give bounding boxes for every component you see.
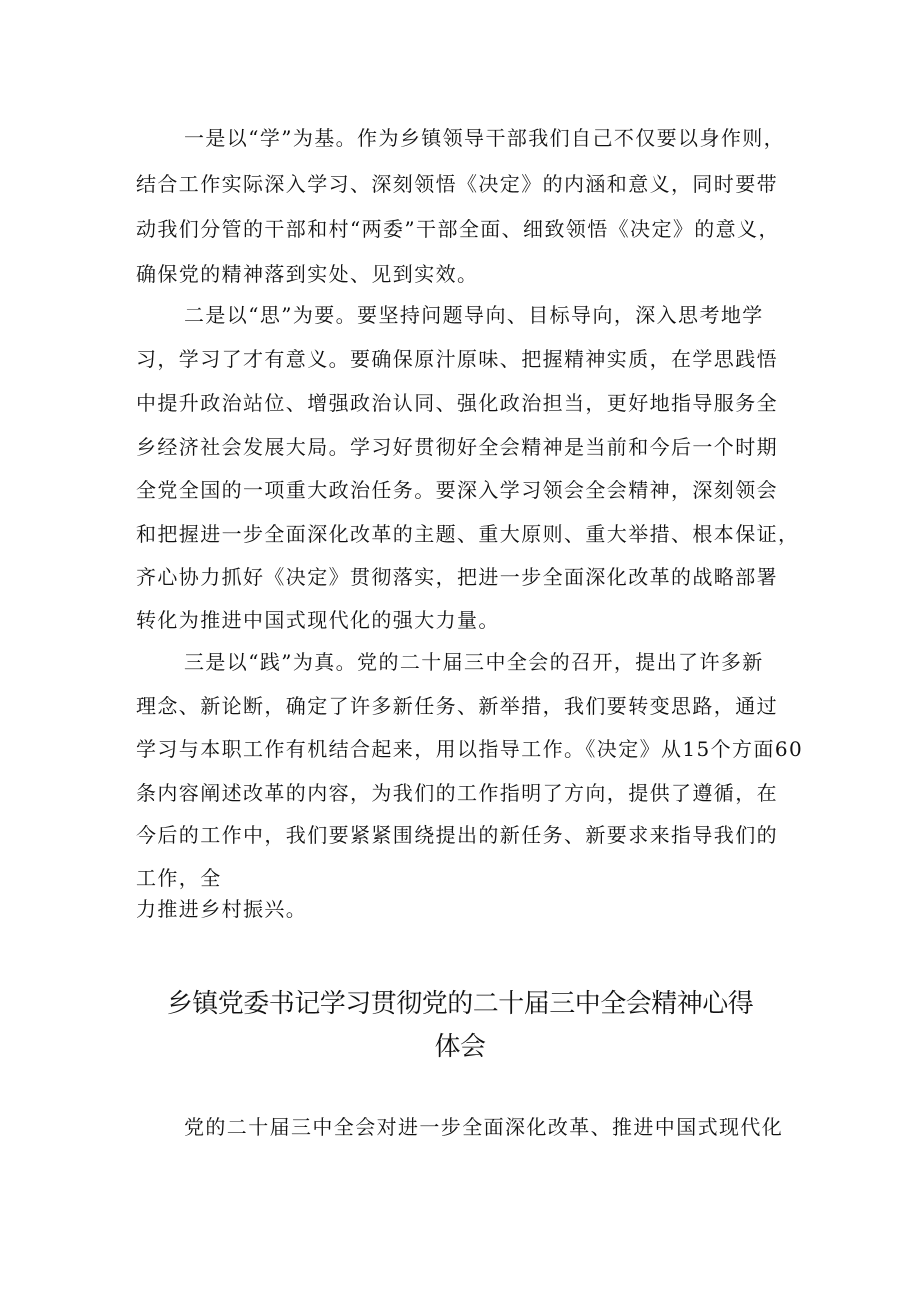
paragraph-3-line-3: 学习与本职工作有机结合起来，用以指导工作。《决定》从15个方面60 — [136, 737, 804, 761]
paragraph-1-line-4: 确保党的精神落到实处、见到实效。 — [136, 262, 479, 286]
section-heading-line-1: 乡镇党委书记学习贯彻党的二十届三中全会精神心得 — [166, 989, 754, 1019]
paragraph-3-line-2: 理念、新论断，确定了许多新任务、新举措，我们要转变思路，通过 — [136, 694, 778, 718]
paragraph-2-line-2: 习，学习了才有意义。要确保原汁原味、把握精神实质，在学思践悟 — [136, 347, 778, 371]
paragraph-1-line-2: 结合工作实际深入学习、深刻领悟《决定》的内涵和意义，同时要带 — [136, 172, 778, 196]
paragraph-3-line-7: 力推进乡村振兴。 — [136, 897, 308, 921]
paragraph-3-line-6: 工作，全 — [136, 866, 222, 890]
paragraph-2-line-3: 中提升政治站位、增强政治认同、强化政治担当，更好地指导服务全 — [136, 391, 778, 415]
paragraph-1-line-1: 一是以“学”为基。作为乡镇领导干部我们自己不仅要以身作则， — [184, 126, 786, 150]
paragraph-4-line-1: 党的二十届三中全会对进一步全面深化改革、推进中国式现代化 — [184, 1115, 784, 1139]
paragraph-2-line-1: 二是以“思”为要。要坚持问题导向、目标导向，深入思考地学 — [184, 303, 764, 327]
paragraph-3-line-4: 条内容阐述改革的内容，为我们的工作指明了方向，提供了遵循，在 — [136, 781, 778, 805]
paragraph-3-line-5: 今后的工作中，我们要紧紧围绕提出的新任务、新要求来指导我们的 — [136, 823, 778, 847]
section-heading-line-2: 体会 — [434, 1032, 486, 1062]
paragraph-1-line-3: 动我们分管的干部和村“两委”干部全面、细致领悟《决定》的意义， — [136, 217, 780, 241]
paragraph-2-line-8: 转化为推进中国式现代化的强大力量。 — [136, 608, 500, 632]
paragraph-2-line-4: 乡经济社会发展大局。学习好贯彻好全会精神是当前和今后一个时期 — [136, 435, 778, 459]
paragraph-2-line-6: 和把握进一步全面深化改革的主题、重大原则、重大举措、根本保证， — [136, 522, 800, 546]
paragraph-3-line-1: 三是以“践”为真。党的二十届三中全会的召开，提出了许多新 — [184, 650, 764, 674]
paragraph-2-line-7: 齐心协力抓好《决定》贯彻落实，把进一步全面深化改革的战略部署 — [136, 565, 778, 589]
paragraph-2-line-5: 全党全国的一项重大政治任务。要深入学习领会全会精神，深刻领会 — [136, 478, 778, 502]
